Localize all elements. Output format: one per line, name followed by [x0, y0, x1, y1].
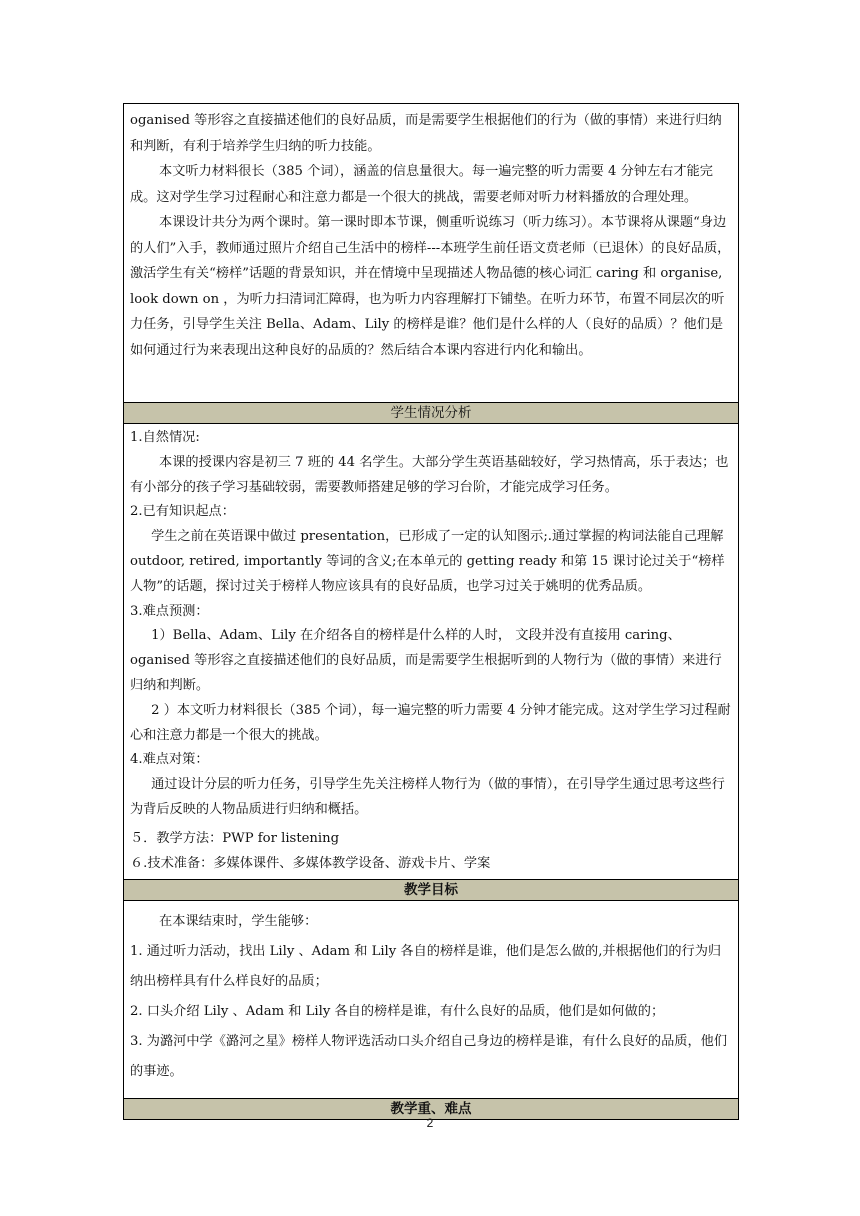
paragraph: 学生之前在英语课中做过 presentation，已形成了一定的认知图示;.通过掌握的构词法能自己理解 outdoor, retired, importantly 等词的含义;在本单元的 getting ready 和第 15 课讨论过关于“榜样人物”的话题，探讨过关于榜样人物应该具有的良好品质，也学习过关于姚明的优秀品质。	[130, 529, 725, 594]
subheading: 4.难点对策：	[130, 752, 209, 768]
objective-item: 3. 为潞河中学《潞河之星》榜样人物评选活动口头介绍自己身边的榜样是谁，有什么良好的品质，他们的事迹。	[130, 1034, 728, 1079]
paragraph: 本课的授课内容是初三 7 班的 44 名学生。大部分学生英语基础较好，学习热情高，乐于表达；也有小部分的孩子学习基础较弱，需要教师搭建足够的学习台阶，才能完成学习任务。	[130, 454, 729, 495]
section-background	[124, 104, 738, 403]
teaching-method: ５．教学方法：PWP for listening	[130, 830, 340, 846]
paragraph: 通过设计分层的听力任务，引导学生先关注榜样人物行为（做的事情），在引导学生通过思考这些行为背后反映的人物品质进行归纳和概括。	[130, 777, 725, 817]
section-header-focus: 教学重、难点	[124, 1099, 738, 1119]
section-objectives	[124, 901, 738, 1099]
section-student-analysis	[124, 424, 738, 880]
lesson-plan-table	[123, 103, 739, 1120]
section-header-student-analysis: 学生情况分析	[124, 403, 738, 424]
paragraph: 本文听力材料很长（385 个词），涵盖的信息量很大。每一遍完整的听力需要 4 分钟左右才能完成。这对学生学习过程耐心和注意力都是一个很大的挑战，需要老师对听力材料播放的合理处理。	[130, 164, 713, 205]
subheading: 3.难点预测：	[130, 603, 209, 619]
objective-item: 2. 口头介绍 Lily 、Adam 和 Lily 各自的榜样是谁，有什么良好的品质，他们是如何做的；	[130, 1004, 665, 1019]
paragraph: oganised 等形容之直接描述他们的良好品质，而是需要学生根据他们的行为（做的事情）来进行归纳和判断，有利于培养学生归纳的听力技能。	[130, 113, 722, 154]
subheading: 1.自然情况:	[130, 430, 200, 445]
page-number: 2	[426, 1116, 434, 1130]
paragraph: 2 ）本文听力材料很长（385 个词），每一遍完整的听力需要 4 分钟才能完成。这对学生学习过程耐心和注意力都是一个很大的挑战。	[130, 702, 731, 743]
technical-preparation: ６.技术准备：多媒体课件、多媒体教学设备、游戏卡片、学案	[130, 855, 491, 871]
paragraph: 1）Bella、Adam、Lily 在介绍各自的榜样是什么样的人时， 文段并没有直接用 caring、oganised 等形容之直接描述他们的良好品质，而是需要学生根据听到的人物行为（做的事情）来进行归纳和判断。	[130, 628, 722, 693]
section-header-objectives: 教学目标	[124, 880, 738, 901]
paragraph: 在本课结束时，学生能够：	[159, 914, 318, 929]
subheading: 2.已有知识起点：	[130, 504, 235, 520]
paragraph: 本课设计共分为两个课时。第一课时即本节课，侧重听说练习（听力练习）。本节课将从课题“身边的人们”入手，教师通过照片介绍自己生活中的榜样---本班学生前任语文贲老师（已退休）的良好品质，激活学生有关“榜样”话题的背景知识，并在情境中呈现描述人物品德的核心词汇 caring 和 organise, look down on ，为听力扫清词汇障碍，也为听力内容理解打下铺垫。在听力环节，布置不同层次的听力任务，引导学生关注 Bella、Adam、Lily 的榜样是谁？他们是什么样的人（良好的品质）？他们是如何通过行为来表现出这种良好的品质的？然后结合本课内容进行内化和输出。	[130, 215, 731, 358]
objective-item: 1. 通过听力活动，找出 Lily 、Adam 和 Lily 各自的榜样是谁，他们是怎么做的,并根据他们的行为归纳出榜样具有什么样良好的品质；	[130, 944, 722, 989]
